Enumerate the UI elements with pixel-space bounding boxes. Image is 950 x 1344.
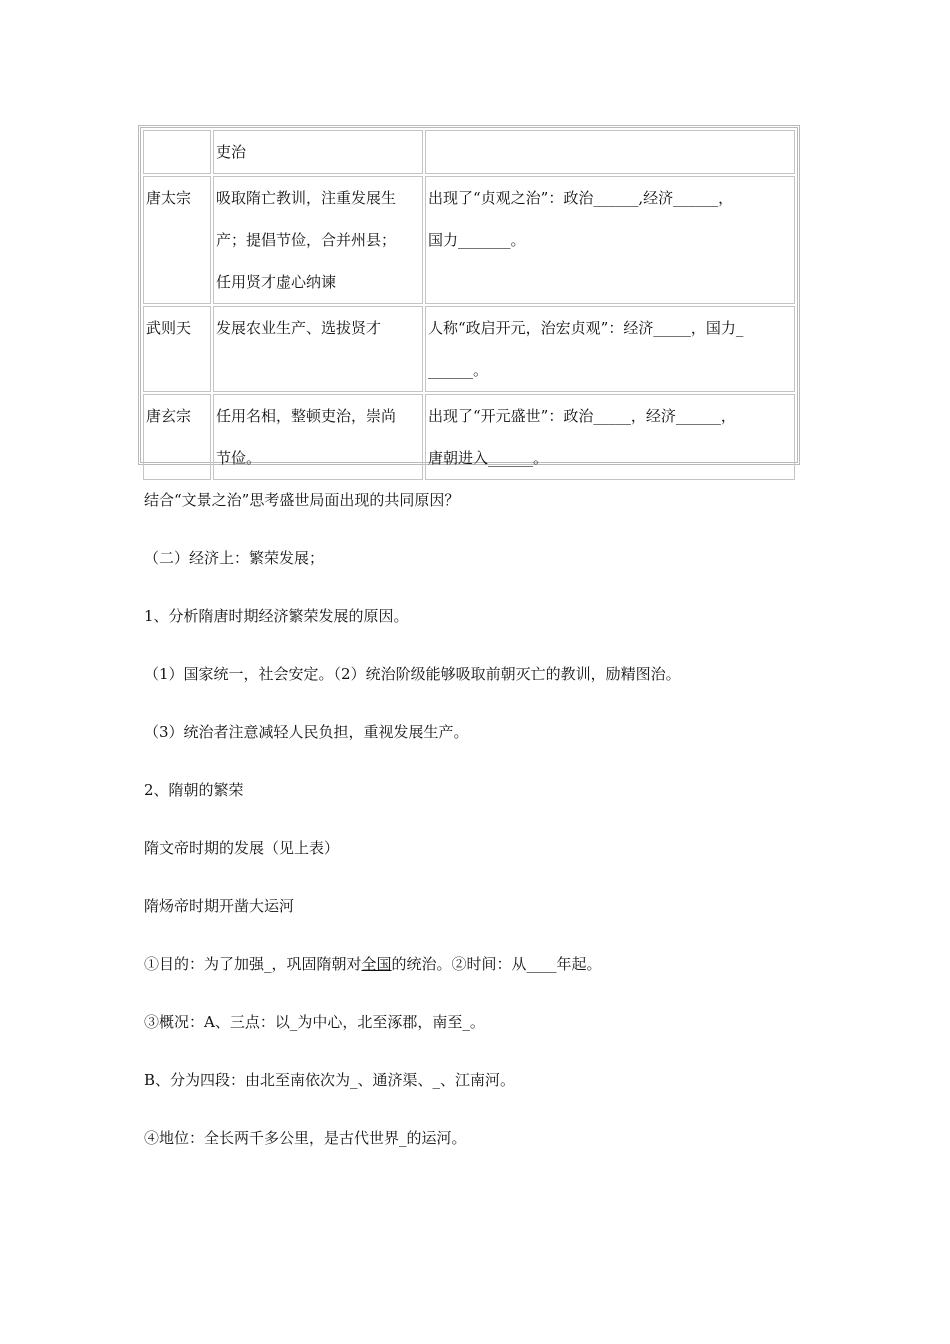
table-row bbox=[143, 306, 795, 392]
paragraph: B、分为四段：由北至南依次为_、通济渠、_、江南河。 bbox=[144, 1071, 516, 1089]
paragraph: 1、分析隋唐时期经济繁荣发展的原因。 bbox=[144, 607, 409, 625]
paragraph: （3）统治者注意减轻人民负担，重视发展生产。 bbox=[144, 723, 469, 741]
table-header-cell bbox=[213, 130, 423, 174]
emperor-cell: 武则天 bbox=[143, 306, 211, 392]
header-label: 吏治 bbox=[216, 143, 247, 161]
paragraph: 2、隋朝的繁荣 bbox=[144, 781, 244, 799]
paragraph: ①目的：为了加强_，巩固隋朝对全国的统治。②时间：从____年起。 bbox=[144, 955, 602, 973]
measures-cell: 任用名相，整顿吏治，崇尚 节俭。 bbox=[213, 394, 423, 480]
question-line: 结合“文景之治”思考盛世局面出现的共同原因？ bbox=[144, 491, 460, 509]
paragraph: ③概况：A、三点：以_为中心，北至涿郡，南至_。 bbox=[144, 1013, 485, 1031]
underlined-term: 全国 bbox=[361, 955, 392, 973]
paragraph: ④地位：全长两千多公里，是古代世界_的运河。 bbox=[144, 1129, 467, 1147]
reform-table bbox=[138, 125, 800, 465]
paragraph: （1）国家统一，社会安定。（2）统治阶级能够吸取前朝灭亡的教训，励精图治。 bbox=[144, 665, 681, 683]
emperor-cell: 唐玄宗 bbox=[143, 394, 211, 480]
table-row bbox=[143, 176, 795, 304]
result-cell: 出现了“开元盛世”：政治_____，经济______， 唐朝进入______。 bbox=[425, 394, 795, 480]
result-cell: 人称“政启开元，治宏贞观”：经济_____，国力_ ______。 bbox=[425, 306, 795, 392]
paragraph: 隋文帝时期的发展（见上表） bbox=[144, 839, 340, 857]
table-header-cell bbox=[425, 130, 795, 174]
measures-cell: 发展农业生产、选拔贤才 bbox=[213, 306, 423, 392]
emperor-cell: 唐太宗 bbox=[143, 176, 211, 304]
measures-cell: 吸取隋亡教训，注重发展生 产；提倡节俭，合并州县； 任用贤才虚心纳谏 bbox=[213, 176, 423, 304]
result-cell: 出现了“贞观之治”：政治______,经济______， 国力_______。 bbox=[425, 176, 795, 304]
table-row bbox=[143, 394, 795, 480]
table-header-cell bbox=[143, 130, 211, 174]
paragraph: 隋炀帝时期开凿大运河 bbox=[144, 897, 295, 915]
section-heading: （二）经济上：繁荣发展； bbox=[144, 549, 325, 567]
